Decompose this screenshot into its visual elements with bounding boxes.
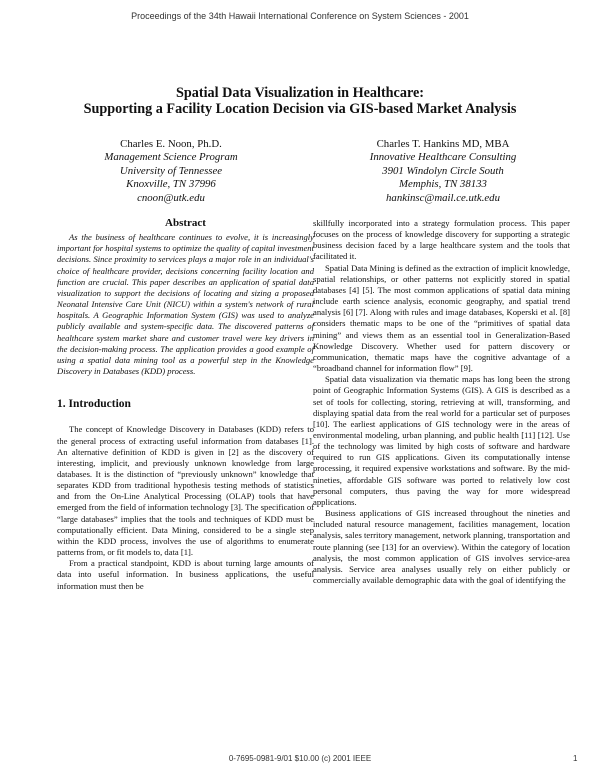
body-paragraph: Spatial data visualization via thematic maps has long been the strong point of Geographic Information Systems (GIS). A GIS is described as a set of tools for collecting, storing, retrieving at will, transforming, and displaying spatial data from the real world for a particular set of purposes [10]. The earliest applications of GIS technology were in the areas of environmental modeling, urban planning, and public health [11] [12]. Use of the technology was limited by high costs of software and hardware required to run GIS applications. Given its computationally intense processing, it required expensive workstations and software. By the mid-nineties, affordable GIS software was ported to relatively low cost personal computers, thus paving the way for more widespread applications. xyxy=(313,374,570,507)
copyright-footer: 0-7695-0981-9/01 $10.00 (c) 2001 IEEE xyxy=(228,754,372,763)
body-paragraph: Business applications of GIS increased throughout the nineties and included natural resource management, facilities management, location analysis, sales territory management, network planning, transportation and route planning (see [13] for an overview). Within the category of location analysis, the most common application of GIS involves service-area analysis. Service area analyses usually rely on either publicly or commercially available demographic data with the goal of identifying the xyxy=(313,508,570,585)
running-head: Proceedings of the 34th Hawaii International Conference on System Sciences - 2001 xyxy=(131,11,469,21)
body-paragraph: skillfully incorporated into a strategy formulation process. This paper focuses on the process of knowledge discovery for supporting a strategic business decision faced by a large healthcare system and the tools that facilitated it. xyxy=(313,218,570,262)
author-institution: 3901 Windolyn Circle South xyxy=(382,164,504,177)
author-org: Management Science Program xyxy=(104,151,238,164)
title-line-1: Spatial Data Visualization in Healthcare: xyxy=(175,85,425,101)
author-name: Charles T. Hankins MD, MBA xyxy=(376,138,510,150)
author-city: Memphis, TN 38133 xyxy=(399,178,487,191)
author-city: Knoxville, TN 37996 xyxy=(126,178,216,191)
body-paragraph: Spatial Data Mining is defined as the extraction of implicit knowledge, spatial relationships, or other patterns not explicitly stored in spatial databases [4] [5]. The most common applications of spatial data mining include earth science analysis, economic geography, and spatial trend analysis [6] [7]. Along with rules and image databases, Koperski et al. [8] considers thematic maps to be one of the “primitives of spatial data mining” and views them as an essential tool in Generalization-Based Knowledge Discovery. Whether used for pattern discovery or communication, thematic maps have the cognitive advantage of a “broadband channel for information flow” [9]. xyxy=(313,262,570,374)
author-block-1 xyxy=(36,138,306,205)
left-column xyxy=(57,218,314,592)
section-heading-introduction: 1. Introduction xyxy=(57,398,131,411)
page-number: 1 xyxy=(573,754,578,763)
author-block-2 xyxy=(308,138,578,205)
author-email: cnoon@utk.edu xyxy=(137,191,205,204)
intro-paragraph: The concept of Knowledge Discovery in Databases (KDD) refers to the general process of extracting useful information from databases [1]. An alternative definition of KDD is given in [2] as the discovery of interesting, implicit, and previously unknown knowledge from large databases. It is the distinction of “previously unknown” knowledge that separates KDD from traditional hypothesis testing methods of statistics and from the On-Line Analytical Processing (OLAP) tools that have emerged from the field of information technology [3]. The specification of “large databases” implies that the tools and techniques of KDD must be computationally efficient. Data Mining, considered to be a single step within the KDD process, involves the use of algorithms to enumerate patterns from, or fit models to, data [1]. xyxy=(57,424,314,558)
intro-paragraph: From a practical standpoint, KDD is about turning large amounts of data into useful information. In business applications, the useful information must then be xyxy=(57,558,314,591)
paper-title xyxy=(0,85,600,117)
abstract-text: As the business of healthcare continues to evolve, it is increasingly important for hospital systems to optimize the quality of capital investment decisions. Since proximity to services plays a major role in an individual's choice of healthcare provider, decisions concerning facility location and function are crucial. This paper describes an application of spatial data visualization to support the decisions of locating and sizing a proposed Neonatal Intensive Care Unit (NICU) within a system's network of rural hospitals. A Geographic Information System (GIS) was used to analyze publicly available and system-specific data. The discovered patterns of healthcare system market share and customer travel were key drivers in the decision-making process. The application provides a good example of using a spatial data mining tool as a powerful step in the Knowledge Discovery in Databases (KDD) process. xyxy=(57,232,314,377)
author-name: Charles E. Noon, Ph.D. xyxy=(120,138,222,150)
right-column xyxy=(313,218,570,586)
abstract-heading: Abstract xyxy=(165,217,206,229)
title-line-2: Supporting a Facility Location Decision via GIS-based Market Analysis xyxy=(83,101,517,117)
author-org: Innovative Healthcare Consulting xyxy=(369,151,517,164)
author-email: hankinsc@mail.ce.utk.edu xyxy=(386,191,500,204)
author-institution: University of Tennessee xyxy=(119,164,223,177)
